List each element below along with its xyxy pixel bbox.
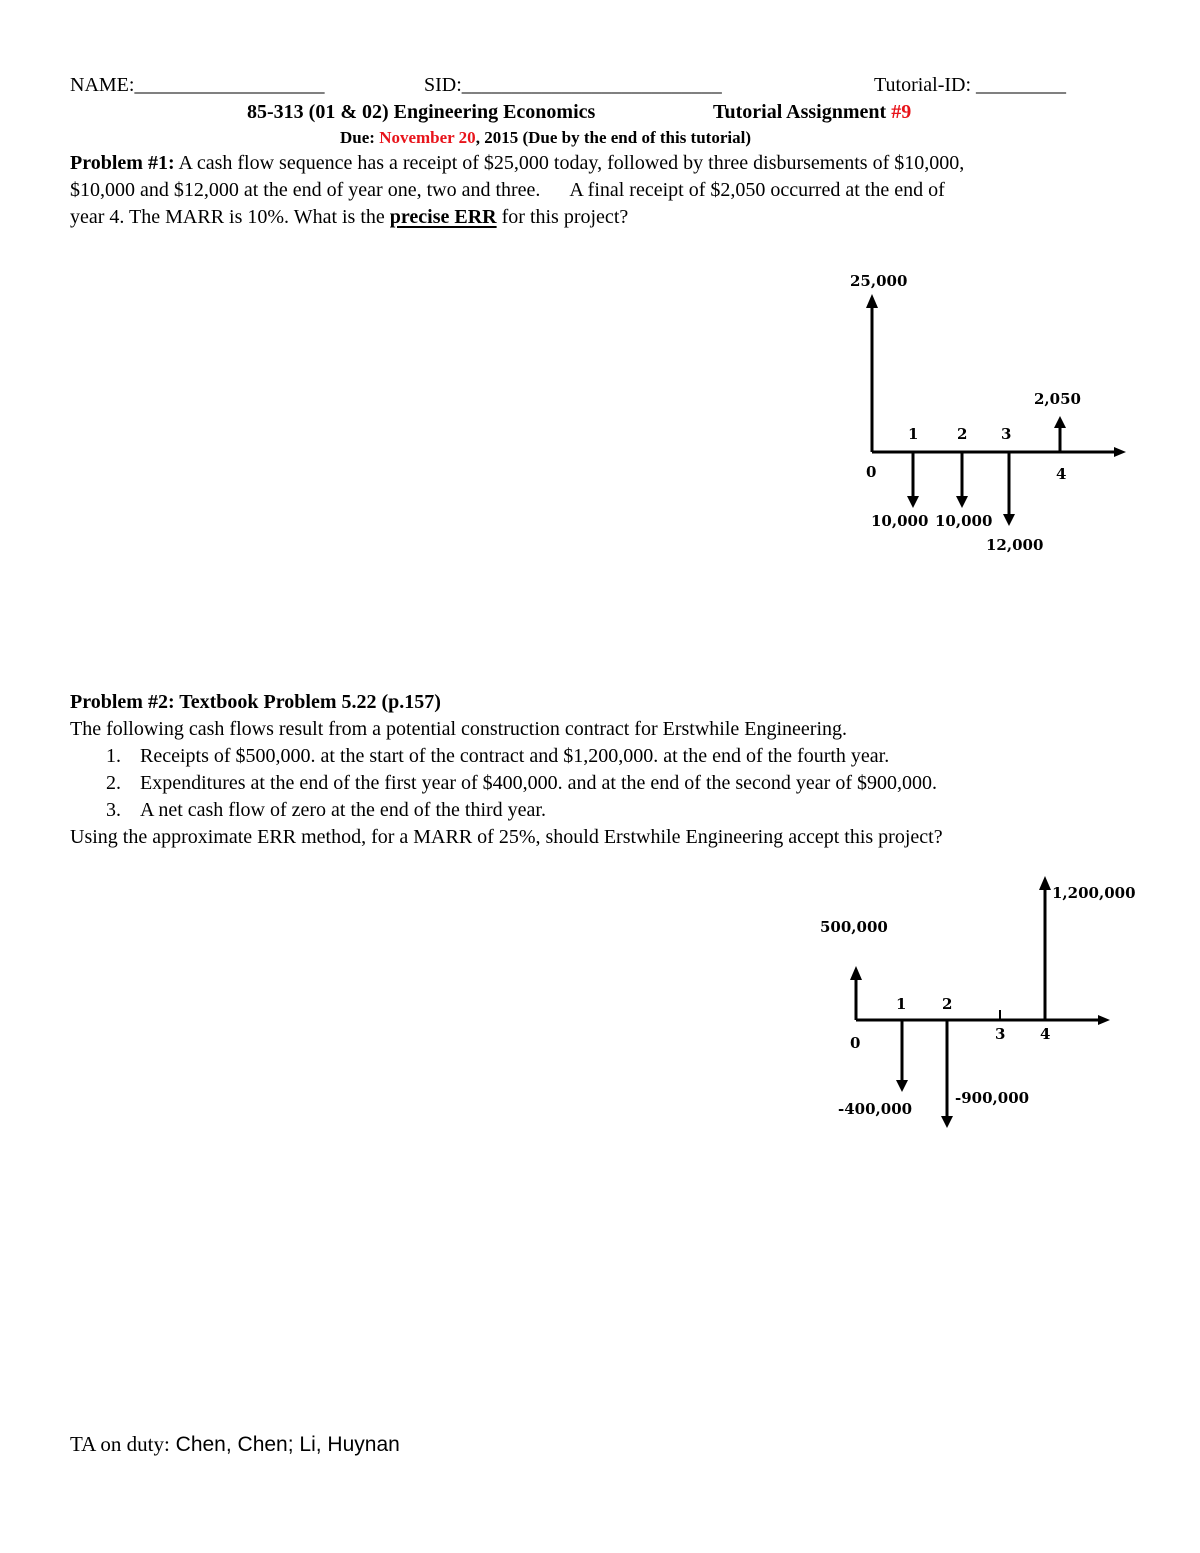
- ta-on-duty: [70, 1432, 400, 1457]
- ta-label: TA on duty:: [70, 1432, 170, 1456]
- disbursement-arrowhead-2: [956, 496, 968, 508]
- name-field: [70, 72, 324, 99]
- receipt-arrowhead-4: [1054, 416, 1066, 428]
- period-label-1: 1: [896, 995, 907, 1013]
- problem1-line2: $10,000 and $12,000 at the end of year one, two and three. A final receipt of $2,050 occurred at the end of: [70, 179, 945, 201]
- disbursement-label-2: 10,000: [935, 512, 993, 530]
- period-label-4: 4: [1040, 1025, 1051, 1043]
- list-item-number: 3.: [106, 799, 121, 821]
- list-item-number: 2.: [106, 772, 121, 794]
- period-label-1: 1: [908, 425, 919, 443]
- time-axis-arrowhead: [1098, 1015, 1110, 1025]
- period-label-0: 0: [866, 463, 877, 481]
- period-label-3: 3: [995, 1025, 1006, 1043]
- problem2-title: Problem #2: Textbook Problem 5.22 (p.157): [70, 691, 441, 713]
- period-label-0: 0: [850, 1034, 861, 1052]
- problem1-cashflow-diagram: [820, 262, 1140, 562]
- assignment-label: Tutorial Assignment: [713, 101, 887, 123]
- problem1-line1: [70, 150, 964, 177]
- assignment-title: [713, 99, 911, 126]
- problem1-text3a: year 4. The MARR is 10%. What is the: [70, 206, 390, 228]
- due-label: Due:: [340, 128, 375, 147]
- period-label-4: 4: [1056, 465, 1067, 483]
- due-date: November 20: [379, 128, 476, 147]
- name-blank: ___________________: [134, 74, 325, 96]
- disbursement-arrowhead-2: [941, 1116, 953, 1128]
- period-label-2: 2: [942, 995, 953, 1013]
- problem2-question: Using the approximate ERR method, for a MARR of 25%, should Erstwhile Engineering accept this project?: [70, 826, 943, 848]
- ta-names: Chen, Chen; Li, Huynan: [169, 1433, 400, 1456]
- list-item: [106, 797, 937, 824]
- problem1-line3: [70, 204, 628, 231]
- tutorial-id-label: Tutorial-ID:: [874, 74, 972, 96]
- tutorial-id-blank: _________: [976, 74, 1067, 96]
- tutorial-id-field: [874, 72, 1066, 99]
- problem2-intro: The following cash flows result from a potential construction contract for Erstwhile Engineering.: [70, 718, 848, 740]
- problem1-text1: A cash flow sequence has a receipt of $25,000 today, followed by three disbursements of $10,000,: [174, 152, 965, 174]
- precise-err-emphasis: precise ERR: [389, 206, 497, 228]
- sid-field: [424, 72, 722, 99]
- period-label-3: 3: [1001, 425, 1012, 443]
- disbursement-arrowhead-1: [907, 496, 919, 508]
- problem2-list: [70, 743, 937, 824]
- problem1-text3c: for this project?: [496, 206, 629, 228]
- course-title: 85-313 (01 & 02) Engineering Economics: [247, 101, 596, 123]
- receipt-label-0: 500,000: [820, 918, 888, 936]
- receipt-label-0: 25,000: [850, 272, 908, 290]
- problem2-cashflow-diagram: [810, 868, 1150, 1138]
- list-item: [106, 743, 937, 770]
- disbursement-label-1: 10,000: [871, 512, 929, 530]
- assignment-number: #9: [891, 101, 912, 123]
- list-item: [106, 770, 937, 797]
- sid-blank: __________________________: [461, 74, 722, 96]
- receipt-arrowhead-0: [850, 966, 862, 980]
- receipt-arrowhead-4: [1039, 876, 1051, 890]
- disbursement-label-2: -900,000: [955, 1089, 1030, 1107]
- receipt-label-4: 2,050: [1034, 390, 1081, 408]
- problem1-label: Problem #1:: [70, 152, 175, 174]
- list-item-text: A net cash flow of zero at the end of the third year.: [140, 799, 546, 821]
- receipt-label-4: 1,200,000: [1052, 884, 1136, 902]
- period-label-2: 2: [957, 425, 968, 443]
- disbursement-label-1: -400,000: [838, 1100, 913, 1118]
- time-axis-arrowhead: [1114, 447, 1126, 457]
- receipt-arrowhead-0: [866, 294, 878, 308]
- sid-label: SID:: [424, 74, 462, 96]
- list-item-text: Receipts of $500,000. at the start of the contract and $1,200,000. at the end of the fourth year.: [140, 745, 890, 767]
- name-label: NAME:: [70, 74, 135, 96]
- list-item-number: 1.: [106, 745, 121, 767]
- disbursement-arrowhead-3: [1003, 514, 1015, 526]
- disbursement-arrowhead-1: [896, 1080, 908, 1092]
- due-rest: , 2015 (Due by the end of this tutorial): [475, 128, 751, 147]
- list-item-text: Expenditures at the end of the first year of $400,000. and at the end of the second year of $900,000.: [140, 772, 937, 794]
- due-line: [340, 126, 751, 150]
- disbursement-label-3: 12,000: [986, 536, 1044, 554]
